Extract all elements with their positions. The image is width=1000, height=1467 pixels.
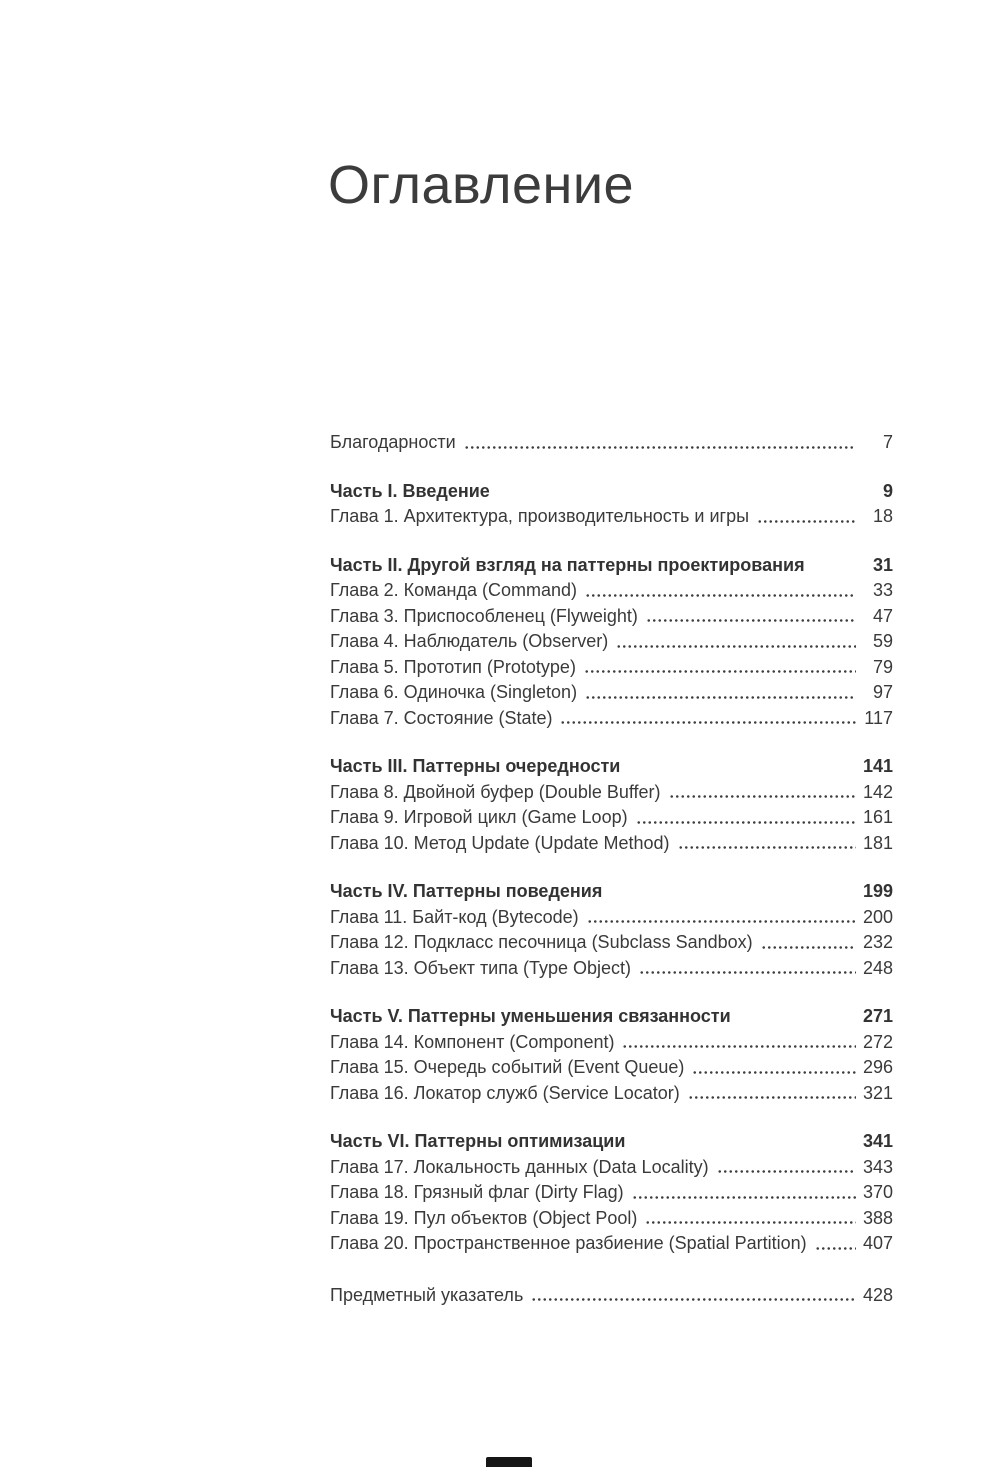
dot-leader: [678, 846, 856, 849]
dot-leader: [692, 1071, 856, 1074]
toc-page-number: 7: [882, 432, 893, 452]
toc-page-number: 47: [872, 605, 893, 626]
page-edge-mark: [486, 1457, 532, 1467]
toc-row: [330, 604, 893, 630]
toc-page-number: 199: [862, 881, 893, 901]
toc-page-number: 296: [862, 1057, 893, 1077]
toc-page-number: 370: [862, 1182, 893, 1202]
toc-row: [330, 1283, 893, 1309]
toc-row: [330, 1055, 893, 1081]
toc-entry-label: Глава 14. Компонент (Component): [330, 1031, 615, 1052]
dot-leader: [622, 1045, 855, 1048]
dot-leader: [632, 1196, 856, 1199]
dot-leader: [639, 971, 856, 974]
toc-row: [330, 706, 893, 732]
toc-entry-label: Глава 10. Метод Update (Update Method): [330, 832, 670, 853]
toc-entry-label: Глава 20. Пространственное разбиение (Spatial Partition): [330, 1233, 807, 1253]
toc-row: [330, 780, 893, 806]
dot-leader: [584, 670, 856, 673]
toc-entry-label: Глава 12. Подкласс песочница (Subclass Sandbox): [330, 932, 753, 952]
toc-page-number: 31: [872, 554, 893, 575]
toc-page-number: 33: [872, 580, 893, 600]
toc-page-number: 117: [864, 707, 893, 728]
dot-leader: [616, 645, 856, 648]
dot-leader: [560, 721, 856, 724]
toc-row: [330, 629, 893, 655]
toc-page-number: 200: [862, 906, 893, 927]
dot-leader: [587, 920, 856, 923]
dot-leader: [636, 821, 856, 824]
dot-leader: [815, 1247, 856, 1250]
toc-row: [330, 1231, 893, 1257]
toc-row: [330, 1081, 893, 1107]
toc-row: [330, 1180, 893, 1206]
toc-row: [330, 831, 893, 857]
toc-entry-label: Глава 3. Приспособленец (Flyweight): [330, 605, 638, 626]
dot-leader: [464, 446, 856, 449]
toc-entry-label: Часть V. Паттерны уменьшения связанности: [330, 1006, 731, 1026]
dot-leader: [761, 946, 856, 949]
toc-page-number: 341: [862, 1131, 893, 1151]
toc-page-number: 9: [882, 480, 893, 501]
dot-leader: [757, 520, 856, 523]
toc-entry-label: Глава 1. Архитектура, производительность и игры: [330, 506, 750, 526]
toc-page-number: 232: [862, 932, 893, 952]
toc-row: [330, 1030, 893, 1056]
dot-leader: [717, 1170, 856, 1173]
toc-page-number: 97: [872, 682, 893, 702]
toc-page-number: 59: [872, 631, 893, 651]
toc-page-number: 343: [862, 1156, 893, 1177]
dot-leader: [646, 619, 856, 622]
toc-entry-label: Глава 8. Двойной буфер (Double Buffer): [330, 781, 661, 802]
toc-row: [330, 553, 893, 579]
dot-leader: [645, 1221, 856, 1224]
toc-page-number: 321: [862, 1082, 893, 1103]
toc-row: [330, 430, 893, 456]
toc-page-number: 161: [862, 807, 893, 827]
toc-row: [330, 1129, 893, 1155]
toc-row: [330, 680, 893, 706]
toc-list: [330, 430, 893, 1308]
toc-row: [330, 578, 893, 604]
toc-entry-label: Глава 15. Очередь событий (Event Queue): [330, 1057, 685, 1077]
toc-entry-label: Глава 18. Грязный флаг (Dirty Flag): [330, 1182, 624, 1202]
toc-row: [330, 956, 893, 982]
toc-entry-label: Глава 17. Локальность данных (Data Locality): [330, 1156, 709, 1177]
toc-page-number: 407: [862, 1233, 893, 1253]
toc-row: [330, 479, 893, 505]
toc-entry-label: Часть II. Другой взгляд на паттерны проектирования: [330, 554, 805, 575]
toc-entry-label: Глава 2. Команда (Command): [330, 580, 577, 600]
dot-leader: [688, 1096, 856, 1099]
toc-entry-label: Глава 5. Прототип (Prototype): [330, 656, 576, 677]
toc-entry-label: Благодарности: [330, 432, 456, 452]
toc-page-number: 18: [872, 506, 893, 526]
toc-page-number: 272: [862, 1031, 893, 1052]
toc-entry-label: Глава 9. Игровой цикл (Game Loop): [330, 807, 628, 827]
toc-row: [330, 655, 893, 681]
toc-row: [330, 879, 893, 905]
toc-entry-label: Глава 13. Объект типа (Type Object): [330, 957, 632, 978]
toc-entry-label: Предметный указатель: [330, 1284, 524, 1305]
toc-page-number: 141: [862, 756, 893, 776]
toc-row: [330, 930, 893, 956]
dot-leader: [531, 1298, 856, 1301]
toc-entry-label: Часть III. Паттерны очередности: [330, 756, 621, 776]
toc-entry-label: Глава 4. Наблюдатель (Observer): [330, 631, 609, 651]
toc-entry-label: Глава 16. Локатор служб (Service Locator): [330, 1082, 680, 1103]
toc-entry-label: Часть IV. Паттерны поведения: [330, 881, 603, 901]
toc-row: [330, 1004, 893, 1030]
toc-row: [330, 805, 893, 831]
dot-leader: [585, 594, 856, 597]
toc-entry-label: Глава 6. Одиночка (Singleton): [330, 682, 578, 702]
toc-page-number: 248: [862, 957, 893, 978]
toc-page-number: 271: [862, 1006, 893, 1026]
toc-entry-label: Часть VI. Паттерны оптимизации: [330, 1131, 626, 1151]
toc-entry-label: Часть I. Введение: [330, 480, 490, 501]
page-title: Оглавление: [328, 155, 635, 216]
toc-page-number: 79: [872, 656, 893, 677]
toc-row: [330, 504, 893, 530]
dot-leader: [669, 795, 856, 798]
toc-entry-label: Глава 7. Состояние (State): [330, 707, 553, 728]
toc-page-number: 181: [862, 832, 893, 853]
toc-row: [330, 754, 893, 780]
toc-entry-label: Глава 19. Пул объектов (Object Pool): [330, 1207, 638, 1228]
toc-row: [330, 905, 893, 931]
toc-row: [330, 1155, 893, 1181]
dot-leader: [585, 696, 856, 699]
toc-page-number: 388: [862, 1207, 893, 1228]
toc-page-number: 142: [862, 781, 893, 802]
toc-entry-label: Глава 11. Байт-код (Bytecode): [330, 906, 579, 927]
toc-page-number: 428: [862, 1284, 893, 1305]
toc-row: [330, 1206, 893, 1232]
